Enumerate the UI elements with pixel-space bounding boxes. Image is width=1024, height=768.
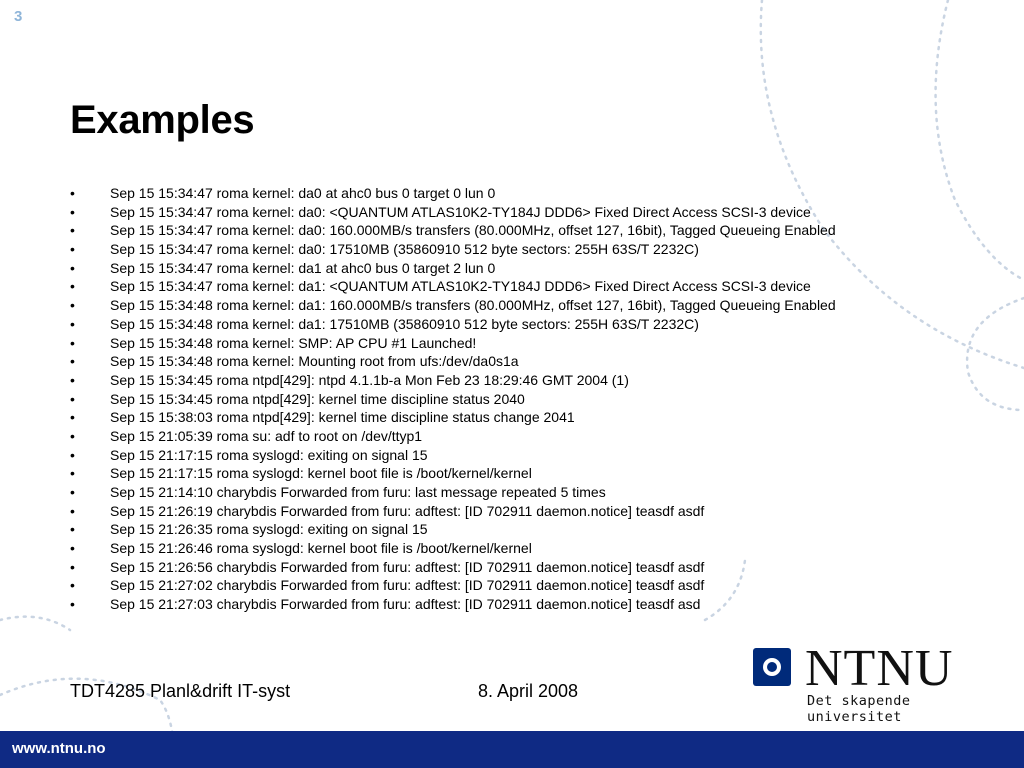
log-line: Sep 15 15:34:48 roma kernel: da1: 17510MB (35860910 512 byte sectors: 255H 63S/T 2232C) [110,315,699,332]
bullet-symbol: • [70,558,75,575]
log-line: Sep 15 15:34:47 roma kernel: da1: <QUANTUM ATLAS10K2-TY184J DDD6> Fixed Direct Access SCSI-3 device [110,278,811,295]
bullet-symbol: • [70,540,75,557]
bullet-symbol: • [70,185,75,201]
log-line: Sep 15 21:26:35 roma syslogd: exiting on signal 15 [110,521,428,538]
bullet-symbol: • [70,427,75,444]
log-line: Sep 15 15:38:03 roma ntpd[429]: kernel time discipline status change 2041 [110,409,575,426]
log-line: Sep 15 15:34:48 roma kernel: SMP: AP CPU #1 Launched! [110,334,477,351]
bullet-symbol: • [70,297,75,314]
bullet-symbol: • [70,371,75,388]
bullet-symbol: • [70,334,75,351]
log-line: Sep 15 15:34:47 roma kernel: da1 at ahc0 bus 0 target 2 lun 0 [110,259,496,276]
slide-number: 3 [14,8,23,25]
log-line: Sep 15 21:27:03 charybdis Forwarded from furu: adftest: [ID 702911 daemon.notice] teasdf asd [110,596,701,613]
log-line: Sep 15 15:34:47 roma kernel: da0: <QUANTUM ATLAS10K2-TY184J DDD6> Fixed Direct Access SCSI-3 device [110,203,811,220]
bullet-symbol: • [70,409,75,426]
log-line: Sep 15 21:26:46 roma syslogd: kernel boot file is /boot/kernel/kernel [110,540,532,557]
bullet-symbol: • [70,521,75,538]
bullet-symbol: • [70,203,75,220]
bullet-symbol: • [70,259,75,276]
log-line: Sep 15 21:26:56 charybdis Forwarded from furu: adftest: [ID 702911 daemon.notice] teasdf asdf [110,558,705,575]
log-line: Sep 15 15:34:47 roma kernel: da0 at ahc0 bus 0 target 0 lun 0 [110,185,496,201]
bullet-symbol: • [70,446,75,463]
ntnu-wordmark: NTNU [805,640,954,697]
ntnu-logo-icon [753,648,791,686]
bullet-symbol: • [70,577,75,594]
bullet-symbol: • [70,222,75,239]
log-line: Sep 15 15:34:48 roma kernel: Mounting root from ufs:/dev/da0s1a [110,353,519,370]
log-line: Sep 15 15:34:48 roma kernel: da1: 160.000MB/s transfers (80.000MHz, offset 127, 16bit), Tagged Queueing Enabled [110,297,836,314]
log-line: Sep 15 21:05:39 roma su: adf to root on /dev/ttyp1 [110,427,423,444]
log-line: Sep 15 21:17:15 roma syslogd: kernel boot file is /boot/kernel/kernel [110,465,532,482]
bullet-symbol: • [70,484,75,500]
slide-title: Examples [70,98,255,142]
ntnu-logo [751,640,1001,725]
bullet-symbol: • [70,390,75,407]
bullet-symbol: • [70,278,75,295]
log-line: Sep 15 21:17:15 roma syslogd: exiting on signal 15 [110,446,428,463]
log-line: Sep 15 21:26:19 charybdis Forwarded from furu: adftest: [ID 702911 daemon.notice] teasdf asdf [110,502,705,519]
log-line: Sep 15 21:27:02 charybdis Forwarded from furu: adftest: [ID 702911 daemon.notice] teasdf asdf [110,577,705,594]
bullet-symbol: • [70,465,75,482]
bullet-symbol: • [70,315,75,332]
bullet-symbol: • [70,241,75,258]
log-line: Sep 15 15:34:45 roma ntpd[429]: kernel time discipline status 2040 [110,390,525,407]
log-line: Sep 15 15:34:45 roma ntpd[429]: ntpd 4.1.1b-a Mon Feb 23 18:29:46 GMT 2004 (1) [110,371,629,388]
log-line: Sep 15 15:34:47 roma kernel: da0: 160.000MB/s transfers (80.000MHz, offset 127, 16bit), Tagged Queueing Enabled [110,222,836,239]
log-line: Sep 15 21:14:10 charybdis Forwarded from furu: last message repeated 5 times [110,484,606,500]
log-line: Sep 15 15:34:47 roma kernel: da0: 17510MB (35860910 512 byte sectors: 255H 63S/T 2232C) [110,241,699,258]
footer-bar [0,731,1024,768]
ntnu-tagline: Det skapende universitet [807,693,911,725]
website-link[interactable]: www.ntnu.no [12,740,106,757]
bullet-symbol: • [70,353,75,370]
footer-course-title: TDT4285 Planl&drift IT-syst [70,681,291,701]
footer-date: 8. April 2008 [478,681,579,701]
bullet-symbol: • [70,502,75,519]
bullet-symbol: • [70,596,75,613]
